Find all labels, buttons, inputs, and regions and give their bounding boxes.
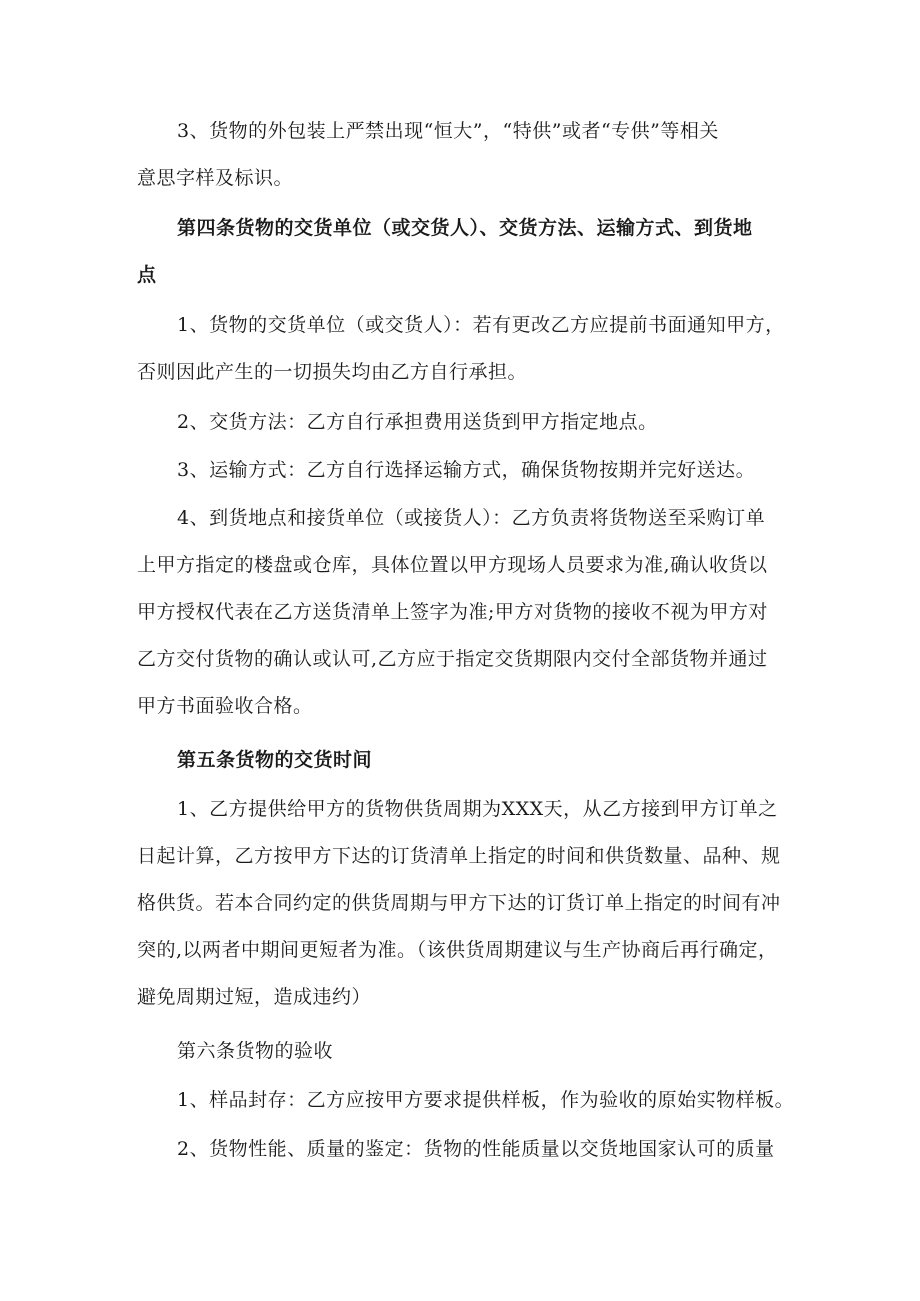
text-line: 2、交货方法：乙方自行承担费用送货到甲方指定地点。	[177, 411, 658, 433]
clause-4-1-delivery-unit	[137, 302, 787, 396]
text-line: 1、货物的交货单位（或交货人）：若有更改乙方应提前书面通知甲方，	[177, 314, 785, 336]
article-5-heading	[137, 737, 787, 784]
text-line: 避免周期过短，造成违约）	[137, 986, 372, 1008]
text-line: 格供货。若本合同约定的供货周期与甲方下达的订货订单上指定的时间有冲	[137, 892, 781, 914]
text-line: 点	[137, 264, 157, 286]
clause-4-4-delivery-location	[137, 495, 787, 730]
article-4-heading	[137, 205, 787, 299]
text-line: 否则因此产生的一切损失均由乙方自行承担。	[137, 361, 528, 383]
clause-6-1-sample-sealing	[137, 1077, 795, 1124]
article-6-heading	[137, 1028, 787, 1075]
text-line: 意思字样及标识。	[137, 167, 294, 189]
text-line: 2、货物性能、质量的鉴定：货物的性能质量以交货地国家认可的质量	[177, 1138, 775, 1160]
text-line: 乙方交付货物的确认或认可,乙方应于指定交货期限内交付全部货物并通过	[137, 648, 768, 670]
text-line: 3、货物的外包装上严禁出现“恒大”，“特供”或者“专供”等相关	[177, 120, 719, 142]
text-line: 日起计算，乙方按甲方下达的订货清单上指定的时间和供货数量、品种、规	[137, 845, 781, 867]
text-line: 3、运输方式：乙方自行选择运输方式，确保货物按期并完好送达。	[177, 459, 756, 481]
text-line: 1、样品封存：乙方应按甲方要求提供样板，作为验收的原始实物样板。	[177, 1089, 795, 1111]
text-line: 突的,以两者中期间更短者为准。（该供货周期建议与生产协商后再行确定，	[137, 939, 778, 961]
text-line: 第四条货物的交货单位（或交货人）、交货方法、运输方式、到货地	[177, 217, 753, 239]
text-line: 第五条货物的交货时间	[177, 749, 373, 771]
clause-4-2-delivery-method	[137, 399, 787, 446]
clause-3-packaging	[137, 108, 787, 202]
clause-6-2-quality-identification	[137, 1126, 787, 1173]
clause-4-3-transport-method	[137, 447, 787, 494]
text-line: 甲方授权代表在乙方送货清单上签字为准;甲方对货物的接收不视为甲方对	[137, 601, 768, 623]
text-line: 第六条货物的验收	[177, 1040, 334, 1062]
text-line: 1、乙方提供给甲方的货物供货周期为XXX天，从乙方接到甲方订单之	[177, 798, 778, 820]
text-line: 甲方书面验收合格。	[137, 695, 313, 717]
text-line: 4、到货地点和接货单位（或接货人）：乙方负责将货物送至采购订单	[177, 507, 766, 529]
clause-5-1-supply-cycle	[137, 786, 787, 1021]
text-line: 上甲方指定的楼盘或仓库，具体位置以甲方现场人员要求为准,确认收货以	[137, 554, 768, 576]
